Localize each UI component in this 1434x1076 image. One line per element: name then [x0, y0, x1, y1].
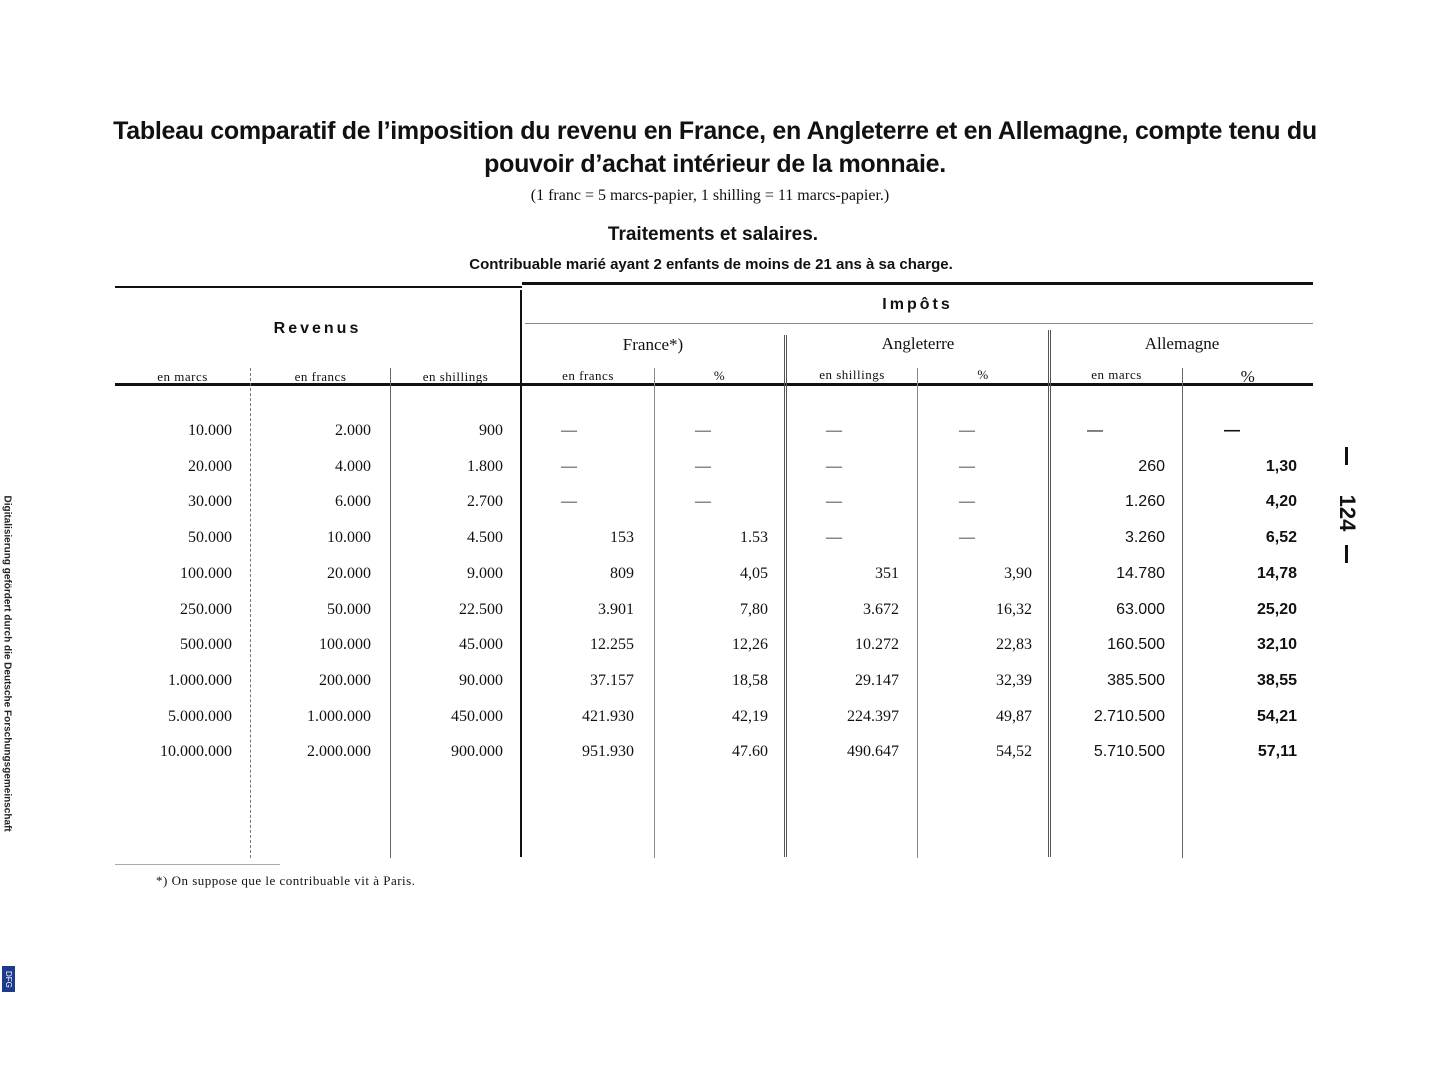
impots-underline	[525, 323, 1313, 324]
cell-revenu-shillings: 9.000	[467, 564, 503, 582]
col-header-france-pct: %	[713, 368, 726, 383]
cell-allemagne-impot: 2.710.500	[1093, 707, 1165, 725]
col-header-revenu-shillings: en shillings	[422, 369, 489, 384]
col-header-allemagne-marcs: en marcs	[1091, 367, 1142, 382]
header-allemagne: Allemagne	[1144, 334, 1220, 353]
col-header-allemagne-pct: %	[1240, 367, 1256, 386]
cell-angleterre-pct: 3,90	[1004, 564, 1032, 582]
footnote: *) On suppose que le contribuable vit à Paris.	[156, 873, 416, 888]
cell-revenu-francs: 50.000	[327, 600, 371, 618]
col-header-france-francs: en francs	[562, 368, 614, 383]
cell-allemagne-pct: 4,20	[1265, 493, 1297, 511]
cell-angleterre-pct: 32,39	[996, 671, 1032, 689]
cell-france-impot: —	[561, 422, 577, 439]
cell-allemagne-pct: —	[1224, 422, 1240, 439]
digitization-credit: Digitalisierung gefördert durch die Deutsche Forschungsgemeinschaft	[1, 495, 13, 832]
cell-angleterre-pct: 22,83	[996, 636, 1032, 654]
cell-revenu-shillings: 22.500	[459, 600, 503, 618]
cell-revenu-shillings: 45.000	[459, 636, 503, 654]
cell-allemagne-impot: 14.780	[1116, 564, 1165, 582]
cell-angleterre-impot: —	[826, 493, 842, 511]
cell-allemagne-impot: 1.260	[1124, 493, 1165, 511]
cell-revenu-marcs: 1.000.000	[168, 671, 232, 689]
subsection-heading: Contribuable marié ayant 2 enfants de moins de 21 ans à sa charge.	[469, 256, 953, 273]
cell-france-pct: 7,80	[740, 600, 768, 618]
cell-france-pct: 47.60	[732, 743, 768, 761]
cell-france-impot: 3.901	[598, 600, 634, 618]
cell-allemagne-impot: 160.500	[1107, 636, 1165, 654]
cell-france-impot: 951.930	[582, 743, 634, 761]
page-number-margin	[1330, 445, 1364, 565]
cell-allemagne-pct: 25,20	[1256, 600, 1297, 618]
header-revenus: Revenus	[273, 320, 362, 337]
cell-france-pct: 1.53	[740, 529, 768, 547]
dfg-logo: DFG	[2, 966, 15, 992]
cell-france-impot: 421.930	[582, 707, 634, 725]
cell-allemagne-impot: 3.260	[1124, 529, 1165, 547]
cell-angleterre-pct: —	[959, 457, 975, 475]
cell-angleterre-impot: 3.672	[863, 600, 899, 618]
page-number-dash-bottom	[1345, 545, 1348, 563]
cell-revenu-shillings: 450.000	[451, 707, 503, 725]
divider-francs-shillings	[390, 368, 391, 858]
cell-angleterre-pct: 16,32	[996, 600, 1032, 618]
header-france: France*)	[622, 335, 684, 354]
cell-france-impot: —	[561, 493, 577, 511]
cell-revenu-shillings: 900.000	[451, 743, 503, 761]
cell-allemagne-pct: 57,11	[1257, 743, 1297, 761]
cell-revenu-marcs: 100.000	[180, 564, 232, 582]
cell-angleterre-impot: 490.647	[847, 743, 899, 761]
cell-france-impot: 809	[610, 564, 634, 582]
cell-angleterre-impot: —	[826, 457, 842, 475]
cell-france-pct: 12,26	[732, 636, 768, 654]
cell-france-pct: —	[695, 493, 711, 511]
cell-revenu-marcs: 10.000	[188, 422, 232, 439]
cell-revenu-francs: 6.000	[335, 493, 371, 511]
cell-revenu-francs: 2.000	[335, 422, 371, 439]
cell-revenu-shillings: 900	[479, 422, 503, 439]
cell-angleterre-impot: 10.272	[855, 636, 899, 654]
cell-revenu-marcs: 30.000	[188, 493, 232, 511]
cell-angleterre-pct: —	[959, 529, 975, 547]
cell-france-pct: —	[695, 457, 711, 475]
cell-revenu-shillings: 2.700	[467, 493, 503, 511]
cell-revenu-francs: 2.000.000	[307, 743, 371, 761]
cell-revenu-francs: 100.000	[319, 636, 371, 654]
cell-allemagne-pct: 14,78	[1256, 564, 1297, 582]
cell-revenu-marcs: 20.000	[188, 457, 232, 475]
col-header-angleterre-pct: %	[977, 367, 989, 382]
col-header-angleterre-shillings: en shillings	[819, 367, 885, 382]
cell-allemagne-impot: 260	[1138, 457, 1165, 475]
divider-france-pct	[654, 368, 655, 858]
divider-angleterre-pct	[917, 368, 918, 858]
page-number-dash-top	[1345, 447, 1348, 465]
cell-revenu-marcs: 5.000.000	[168, 707, 232, 725]
cell-angleterre-impot: —	[826, 422, 842, 439]
cell-allemagne-pct: 54,21	[1256, 707, 1297, 725]
divider-allemagne-pct	[1182, 368, 1183, 858]
cell-allemagne-impot: 63.000	[1116, 600, 1165, 618]
cell-angleterre-pct: —	[959, 493, 975, 511]
cell-revenu-francs: 4.000	[335, 457, 371, 475]
cell-france-pct: 42,19	[732, 707, 768, 725]
header-impots: Impôts	[882, 296, 953, 313]
cell-revenu-francs: 10.000	[327, 529, 371, 547]
cell-allemagne-pct: 1,30	[1265, 457, 1297, 475]
footnote-rule	[115, 864, 280, 865]
divider-angleterre-allemagne	[1048, 330, 1051, 857]
cell-allemagne-pct: 6,52	[1265, 529, 1297, 547]
cell-angleterre-impot: 224.397	[847, 707, 899, 725]
table-top-rule-right	[522, 282, 1313, 285]
cell-revenu-francs: 200.000	[319, 671, 371, 689]
cell-angleterre-impot: 29.147	[855, 671, 899, 689]
cell-france-impot: 153	[610, 529, 634, 547]
cell-allemagne-impot: 5.710.500	[1093, 743, 1165, 761]
cell-angleterre-pct: 49,87	[996, 707, 1032, 725]
cell-revenu-shillings: 90.000	[459, 671, 503, 689]
cell-allemagne-pct: 32,10	[1256, 636, 1297, 654]
cell-revenu-marcs: 50.000	[188, 529, 232, 547]
section-heading: Traitements et salaires.	[607, 224, 819, 245]
cell-revenu-shillings: 1.800	[467, 457, 503, 475]
cell-france-impot: 12.255	[590, 636, 634, 654]
cell-france-pct: 4,05	[740, 564, 768, 582]
exchange-rate-note: (1 franc = 5 marcs-papier, 1 shilling = 11 marcs-papier.)	[530, 187, 890, 204]
cell-allemagne-impot: 385.500	[1107, 671, 1165, 689]
cell-allemagne-pct: 38,55	[1256, 671, 1297, 689]
cell-revenu-shillings: 4.500	[467, 529, 503, 547]
divider-france-angleterre	[784, 335, 787, 857]
page-number: 124	[1335, 494, 1360, 532]
cell-angleterre-impot: —	[826, 529, 842, 547]
cell-france-pct: 18,58	[732, 671, 768, 689]
cell-revenu-marcs: 500.000	[180, 636, 232, 654]
cell-allemagne-impot: —	[1087, 422, 1103, 439]
cell-revenu-marcs: 10.000.000	[160, 743, 232, 761]
cell-france-impot: 37.157	[590, 671, 634, 689]
header-angleterre: Angleterre	[881, 334, 955, 353]
col-header-revenu-marcs: en marcs	[157, 369, 208, 384]
cell-angleterre-pct: 54,52	[996, 743, 1032, 761]
col-header-revenu-francs: en francs	[294, 369, 347, 384]
cell-revenu-francs: 1.000.000	[307, 707, 371, 725]
cell-angleterre-impot: 351	[875, 564, 899, 582]
cell-france-impot: —	[561, 457, 577, 475]
table-top-rule	[115, 286, 522, 288]
cell-revenu-marcs: 250.000	[180, 600, 232, 618]
cell-france-pct: —	[695, 422, 711, 439]
cell-angleterre-pct: —	[959, 422, 975, 439]
cell-revenu-francs: 20.000	[327, 564, 371, 582]
page-title: Tableau comparatif de l’imposition du revenu en France, en Angleterre et en Allemagne, compte tenu du pouvoir d’achat intérieur de la monnaie.	[113, 117, 1317, 178]
